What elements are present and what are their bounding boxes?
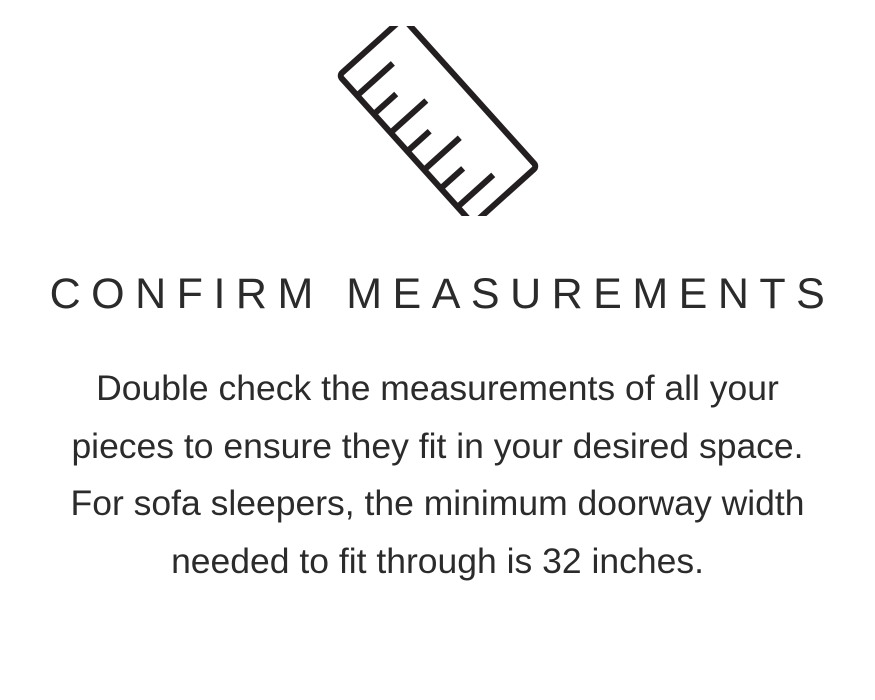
page-title: CONFIRM MEASUREMENTS	[49, 270, 836, 318]
description-text: Double check the measurements of all your pieces to ensure they fit in your desired space. For sofa sleepers, the minimum doorway width needed to fit through is 32 inches.	[70, 368, 805, 581]
ruler-icon	[0, 18, 875, 223]
